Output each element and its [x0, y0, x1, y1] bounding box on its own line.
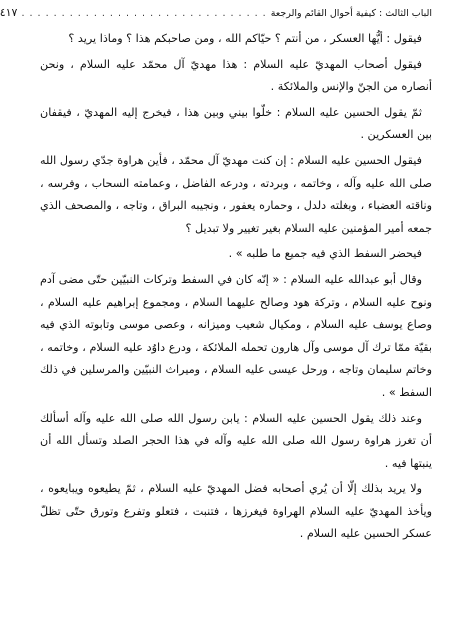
page-number: ٤١٧ [0, 6, 18, 19]
running-header [0, 6, 432, 22]
paragraph: فيقول أصحاب المهديّ عليه السلام : هذا مهديّ آل محمّد عليه السلام ، ونحن أنصاره من الجنّ والإنس والملائكة . [40, 57, 432, 94]
leader-dots: . . . . . . . . . . . . . . . . . . . . . . . . . . . . . . . [21, 8, 267, 19]
paragraph: فيقول : أيُّها العسكر ، من أنتم ؟ حيّاكم الله ، ومن صاحبكم هذا ؟ وماذا يريد ؟ [68, 32, 422, 45]
paragraph: وقال أبو عبدالله عليه السلام : « إنّه كان في السفط وتركات النبيّين حتّى مضى آدم ونوح عليه السلام ، وتركة هود وصالح عليهما السلام ، ومجموع إبراهيم عليه السلام ، وصاع يوسف عليه السلام ، ومكيال شعيب وميزانه ، وعصى موسى وتابوته الذي فيه بقيّة ممّا ترك آل موسى وآل هارون تحمله الملائكة ، ودرع داوُد عليه السلام ، وخاتمه ، وخاتم سليمان وتاجه ، ورحل عيسى عليه السلام ، وميراث النبيّين والمرسلين في ذلك السفط » . [40, 272, 432, 399]
book-page [0, 6, 432, 626]
body-text [40, 28, 432, 546]
paragraph: فيقول الحسين عليه السلام : إن كنت مهديّ آل محمّد ، فأين هراوة جدّي رسول الله صلى الله عليه وآله ، وخاتمه ، وبردته ، ودرعه الفاضل ، وعمامته السحاب ، وفرسه ، وناقته العضباء ، وبغلته دلدل ، وحماره يعفور ، ونجيبه البراق ، وتاجه ، والمصحف الذي جمعه أمير المؤمنين عليه السلام بغير تغيير ولا تبديل ؟ [40, 153, 432, 235]
paragraph: ثمّ يقول الحسين عليه السلام : خلّوا بيني وبين هذا ، فيخرج إليه المهديّ ، فيقفان بين العسكرين . [40, 105, 432, 142]
paragraph: فيحضر السفط الذي فيه جميع ما طلبه » . [228, 247, 422, 261]
chapter-title: الباب الثالث : كيفية أحوال القائم والرجعة [270, 8, 432, 19]
paragraph: وعند ذلك يقول الحسين عليه السلام : يابن رسول الله صلى الله عليه وآله أسألك أن تغرز هراوة رسول الله صلى الله عليه وآله في هذا الحجر الصلد وتسأل الله أن ينبتها فيه . [40, 411, 432, 470]
paragraph: ولا يريد بذلك إلّا أن يُري أصحابه فضل المهديّ عليه السلام ، ثمّ يطيعوه ويبايعوه ، ويأخذ المهديّ عليه السلام الهراوة فيغرزها ، فتنبت ، فتعلو وتفرع وتورق حتّى تظلّ عسكر الحسين عليه السلام . [40, 482, 432, 541]
